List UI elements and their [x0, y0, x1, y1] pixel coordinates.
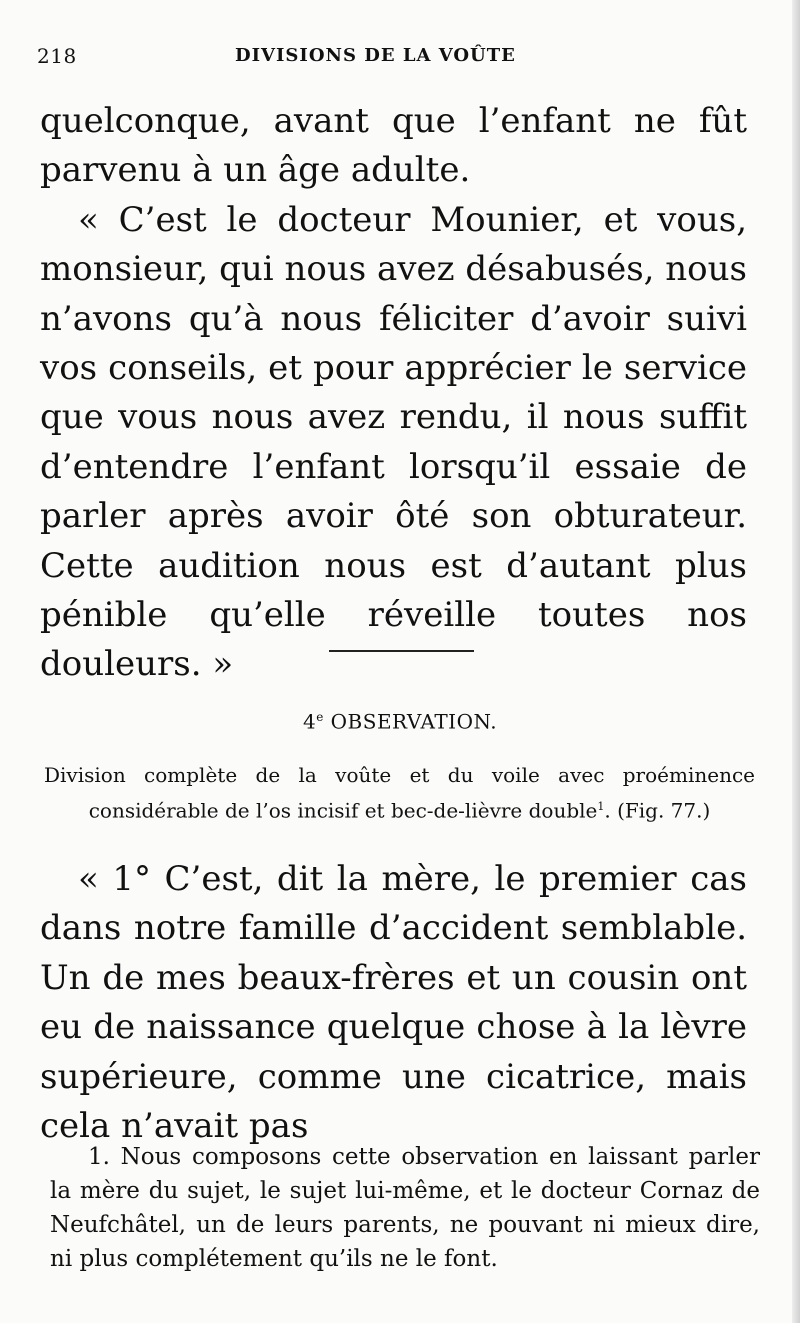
body-text-bottom: [40, 855, 747, 1151]
figure-reference: . (Fig. 77.): [604, 798, 711, 823]
paragraph-continuation: quelconque, avant que l’enfant ne fût parvenu à un âge adulte.: [40, 101, 747, 191]
running-head: DIVISIONS DE LA VOÛTE: [235, 45, 516, 66]
page-header: [37, 44, 763, 72]
paragraph-observation: « 1° C’est, dit la mère, le premier cas dans notre famille d’accident semblable. Un de mes beaux-frères et un cousin ont eu de naissance quelque chose à la lèvre supérieure, comme une cicatrice, mais cela n’avait pas: [40, 859, 747, 1147]
observation-summary: [44, 760, 755, 827]
page-number: 218: [37, 44, 77, 68]
paragraph-quote: « C’est le docteur Mounier, et vous, monsieur, qui nous avez désabusés, nous n’avons qu’à nous féliciter d’avoir suivi vos conseils, et pour apprécier le service que vous nous avez rendu, il nous suffit d’entendre l’enfant lorsqu’il essaie de parler après avoir ôté son obturateur. Cette audition nous est d’autant plus pénible qu’elle réveille toutes nos douleurs. »: [40, 199, 747, 685]
page-edge-shadow: [792, 0, 800, 1323]
footnote-reference: 1: [597, 800, 605, 813]
observation-title: OBSERVATION.: [330, 709, 498, 734]
footnote-text: 1. Nous composons cette observation en laissant parler la mère du sujet, le sujet lui-même, et le docteur Cornaz de Neufchâtel, un de leurs parents, ne pouvant ni mieux dire, ni plus complétement qu’ils ne le font.: [50, 1144, 760, 1272]
section-divider: [329, 650, 474, 652]
observation-ordinal-suffix: e: [316, 710, 324, 724]
body-text-top: [40, 97, 747, 690]
observation-summary-text: Division complète de la voûte et du voile avec proéminence considérable de l’os incisif et bec-de-lièvre double: [44, 763, 755, 823]
observation-heading: [0, 703, 800, 736]
observation-number: 4: [302, 709, 317, 734]
footnote: [50, 1140, 760, 1276]
